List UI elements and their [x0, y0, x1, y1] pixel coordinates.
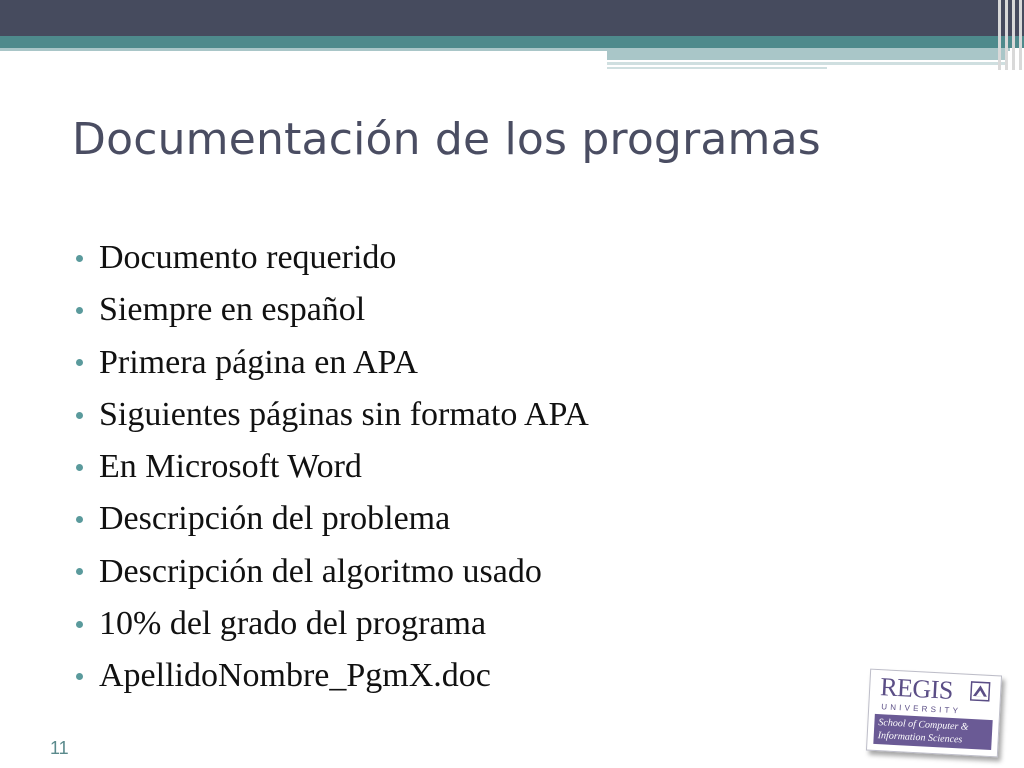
- logo-school-line2: Information Sciences: [877, 730, 963, 746]
- bullet-item: [72, 441, 589, 493]
- bullet-text: Siempre en español: [99, 291, 366, 329]
- bullet-dot-icon: [76, 359, 83, 366]
- bullet-text: Descripción del problema: [99, 500, 451, 538]
- bullet-dot-icon: [76, 673, 83, 680]
- header-vertical-stripes: [994, 0, 1024, 70]
- bullet-dot-icon: [76, 255, 83, 262]
- bullet-text: Documento requerido: [99, 239, 397, 276]
- bullet-dot-icon: [76, 464, 83, 471]
- bullet-text: Siguientes páginas sin formato APA: [99, 395, 589, 433]
- bullet-dot-icon: [76, 568, 83, 575]
- logo-school: [873, 714, 992, 750]
- header-band-dark: [0, 0, 1024, 36]
- bullet-item: [72, 650, 589, 702]
- bullet-item: [72, 389, 589, 441]
- bullet-dot-icon: [76, 412, 83, 419]
- header-band-teal: [0, 36, 1024, 48]
- bullet-item: [72, 232, 589, 284]
- header-line: [607, 67, 827, 69]
- header-line: [607, 62, 1007, 65]
- bullet-item: [72, 598, 589, 650]
- bullet-item: [72, 546, 589, 598]
- bullet-item: [72, 493, 589, 545]
- bullet-dot-icon: [76, 516, 83, 523]
- logo-university: UNIVERSITY: [881, 702, 962, 716]
- bullet-item: [72, 284, 589, 336]
- bullet-dot-icon: [76, 621, 83, 628]
- logo-name: REGIS: [879, 672, 954, 705]
- header-band-teal-right: [607, 51, 1007, 60]
- bullet-text: Descripción del algoritmo usado: [99, 552, 542, 590]
- bullet-text: En Microsoft Word: [99, 448, 362, 486]
- bullet-dot-icon: [76, 307, 83, 314]
- slide-title: Documentación de los programas: [72, 114, 821, 165]
- logo-school-line1: School of Computer &: [878, 717, 969, 733]
- bullet-list: [72, 232, 589, 703]
- bullet-text: Primera página en APA: [99, 343, 418, 381]
- page-number: 11: [50, 738, 69, 758]
- regis-logo: [866, 669, 1002, 758]
- logo-emblem-icon: [970, 681, 991, 702]
- bullet-text: 10% del grado del programa: [99, 605, 487, 643]
- bullet-item: [72, 337, 589, 389]
- bullet-text: ApellidoNombre_PgmX.doc: [99, 657, 491, 695]
